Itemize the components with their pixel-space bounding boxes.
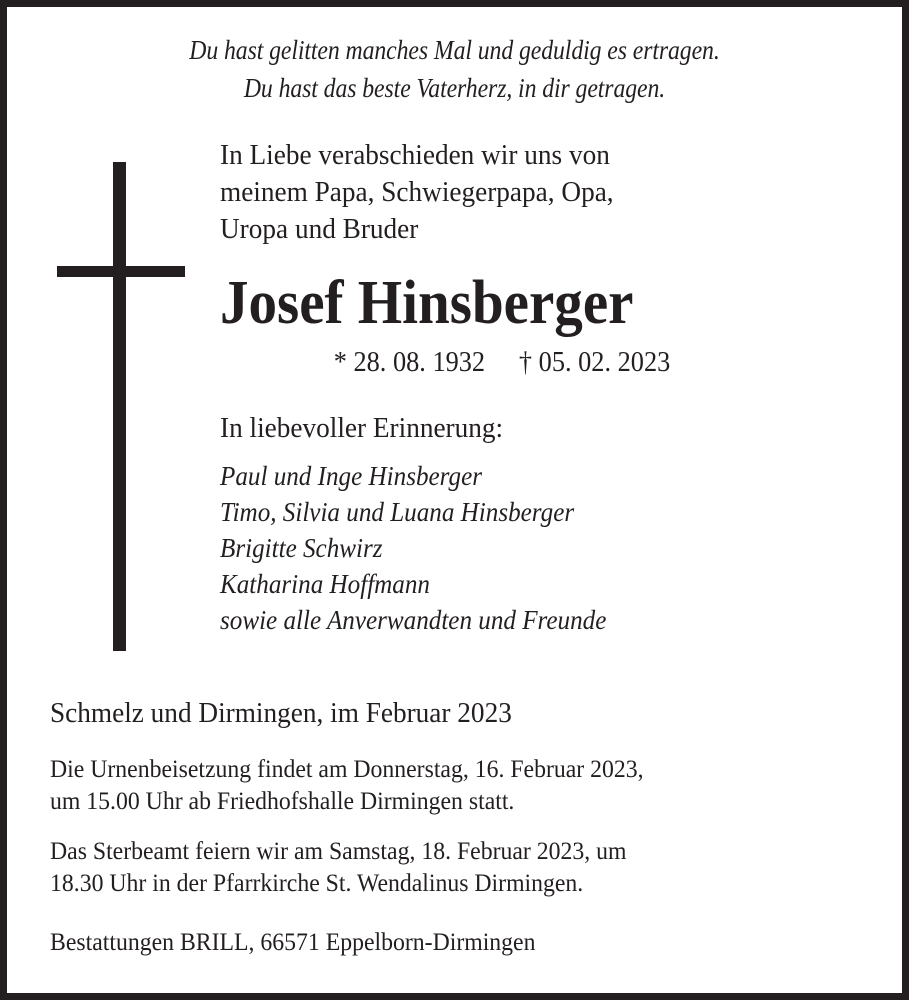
death-symbol: † [518,347,533,378]
death-date: 05. 02. 2023 [538,347,671,378]
memorial-mass-line-1: Das Sterbeamt feiern wir am Samstag, 18. Februar 2023, um [50,838,627,865]
remembrance-heading: In liebevoller Erinnerung: [220,412,504,444]
memorial-mass-line-2: 18.30 Uhr in der Pfarrkirche St. Wendalinus Dirmingen. [50,870,584,897]
memorial-mass-details [50,836,820,900]
burial-details-line-1: Die Urnenbeisetzung findet am Donnerstag, 16. Februar 2023, [50,756,644,783]
deceased-name: Josef Hinsberger [220,269,634,337]
place-and-date: Schmelz und Dirmingen, im Februar 2023 [50,697,512,729]
farewell-intro-line-2: meinem Papa, Schwiegerpapa, Opa, [220,176,614,208]
list-item: Katharina Hoffmann [220,569,430,599]
obituary-content [7,7,902,993]
funeral-home-info: Bestattungen BRILL, 66571 Eppelborn-Dirmingen [50,929,536,956]
cross-icon [50,155,192,655]
list-item: Timo, Silvia und Luana Hinsberger [220,497,575,527]
list-item: sowie alle Anverwandten und Freunde [220,605,607,635]
verse-line-2: Du hast das beste Vaterherz, in dir getragen. [243,73,666,103]
survivors-list [220,458,815,638]
birth-date: 28. 08. 1932 [353,347,486,378]
memorial-verse [61,31,849,107]
list-item: Paul und Inge Hinsberger [220,461,482,491]
farewell-intro-line-1: In Liebe verabschieden wir uns von [220,139,610,171]
main-text-column [220,137,860,638]
farewell-intro-line-3: Uropa und Bruder [220,213,419,245]
birth-symbol: * [333,347,347,378]
cross-vertical-bar [113,162,126,651]
lower-text-block [50,695,860,959]
life-dates [220,346,784,380]
verse-line-1: Du hast gelitten manches Mal und geduldig es ertragen. [189,35,720,65]
list-item: Brigitte Schwirz [220,533,383,563]
farewell-intro [220,137,822,248]
cross-horizontal-bar [57,266,185,277]
burial-details-line-2: um 15.00 Uhr ab Friedhofshalle Dirmingen statt. [50,788,515,815]
burial-details [50,754,820,818]
